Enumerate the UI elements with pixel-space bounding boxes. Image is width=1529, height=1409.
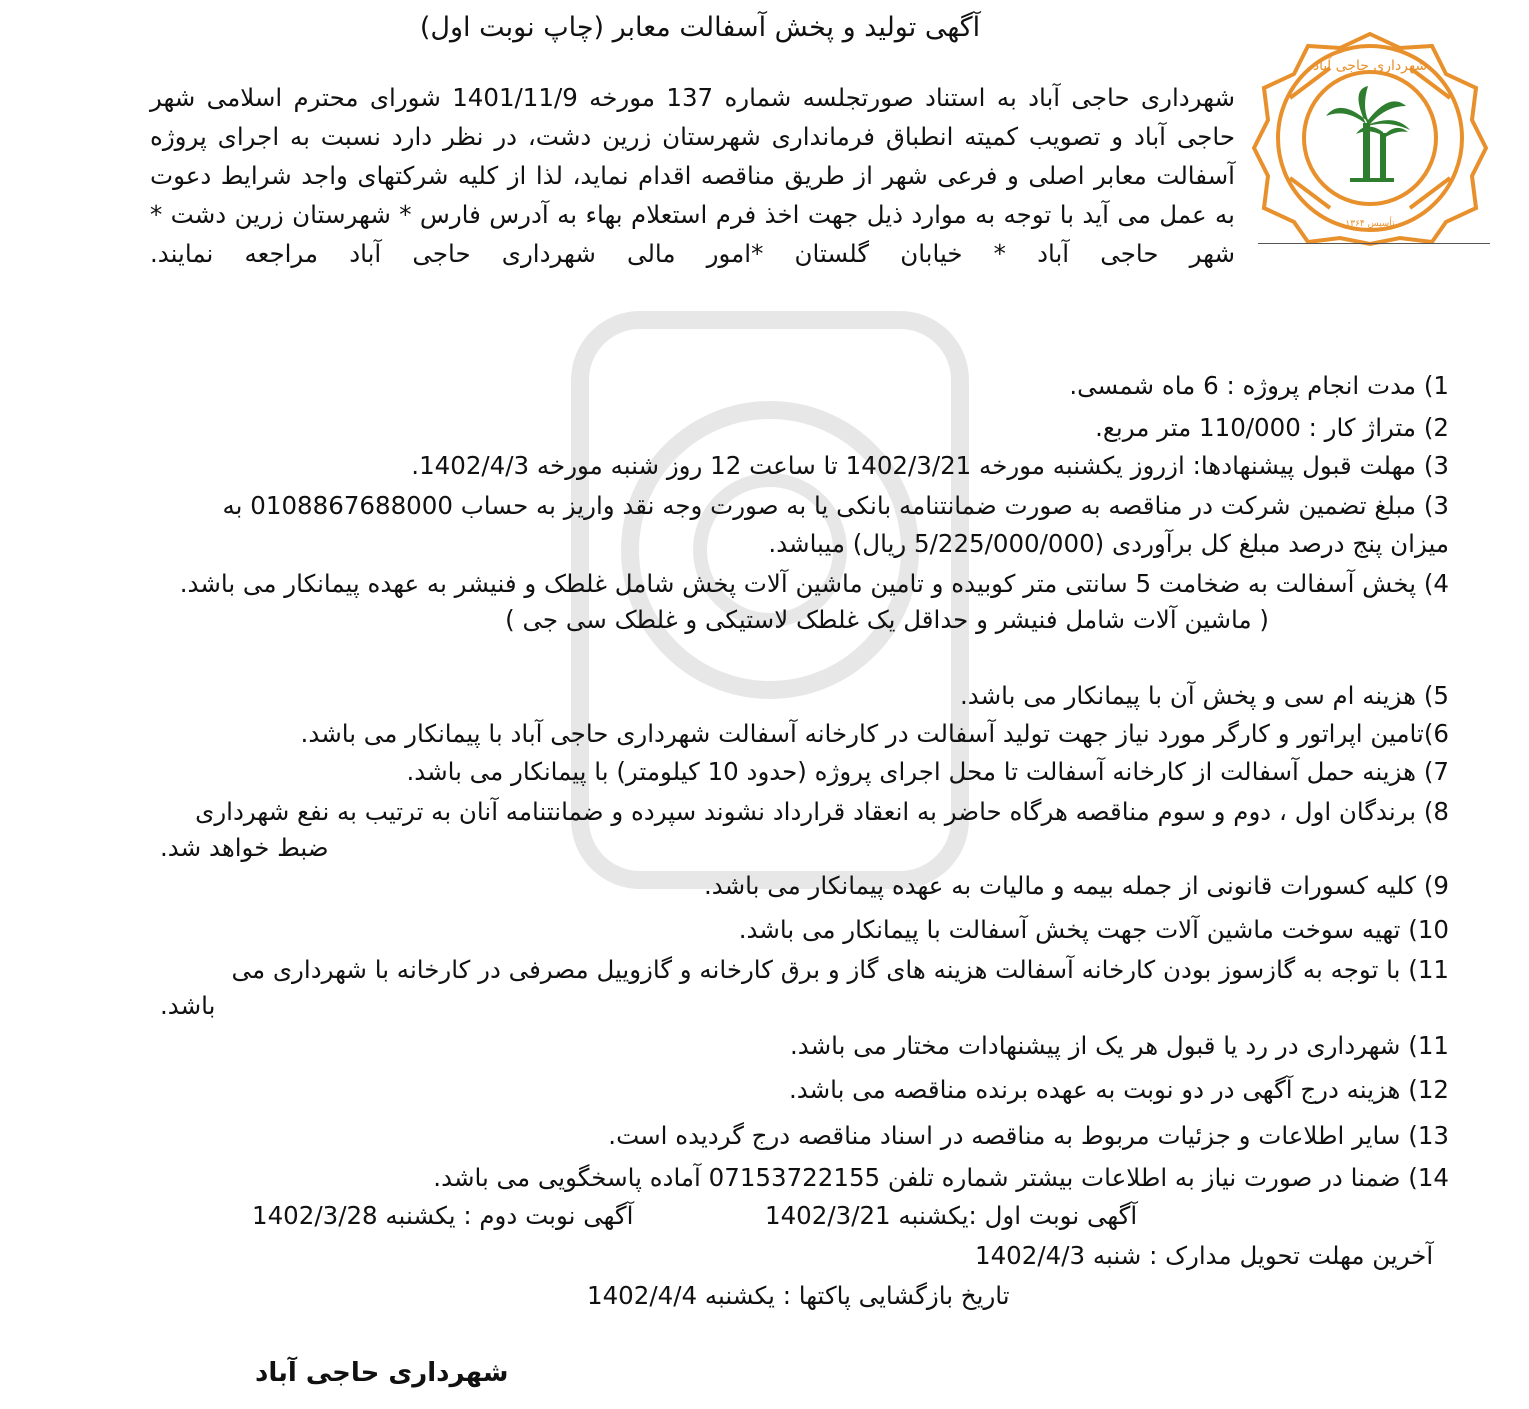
schedule-opening: تاریخ بازگشایی پاکتها : یکشنبه 1402/4/4 [587,1281,1010,1310]
list-item: 11) شهرداری در رد یا قبول هر یک از پیشنهادات مختار می باشد. [789,1031,1449,1060]
intro-line: حاجی آباد و تصویب کمیته انطباق فرمانداری شهرستان زرین دشت، در نظر دارد نسبت به اجرای پروژه [150,122,1235,151]
schedule-first-notice: آگهی نوبت اول :یکشنبه 1402/3/21 [765,1201,1138,1230]
intro-line: آسفالت معابر اصلی و فرعی شهر از طریق مناقصه اقدام نماید، لذا از کلیه شرکتهای واجد شرایط دعوت [150,161,1235,190]
list-item: 13) سایر اطلاعات و جزئیات مربوط به مناقصه در اسناد مناقصه درج گردیده است. [608,1121,1449,1150]
palm-tree-icon [1326,86,1410,182]
list-item: 8) برندگان اول ، دوم و سوم مناقصه هرگاه حاضر به انعقاد قرارداد نشوند سپرده و ضمانتنامه آنان به ترتیب به نفع شهرداری [195,797,1449,826]
list-item: 5) هزینه ام سی و پخش آن با پیمانکار می باشد. [959,681,1449,710]
list-item: 1) مدت انجام پروژه : 6 ماه شمسی. [1069,371,1449,400]
schedule-deadline: آخرین مهلت تحویل مدارک : شنبه 1402/4/3 [975,1241,1434,1270]
list-item: میزان پنج درصد مبلغ کل برآوردی (5/225/000/000 ریال) میباشد. [768,529,1449,558]
logo-ring-text: شهرداری حاجی آباد [1312,58,1428,74]
notice-title: آگهی تولید و پخش آسفالت معابر (چاپ نوبت اول) [419,12,981,43]
list-item-continued: ضبط خواهد شد. [160,833,329,862]
list-item: 3) مبلغ تضمین شرکت در مناقصه به صورت ضمانتنامه بانکی یا به صورت وجه نقد واریز به حساب 0108867688000 به [222,491,1449,520]
list-item: 4) پخش آسفالت به ضخامت 5 سانتی متر کوبیده و تامین ماشین آلات پخش شامل غلطک و فنیشر به عهده پیمانکار می باشد. [179,569,1449,598]
list-item: 11) با توجه به گازسوز بودن کارخانه آسفالت هزینه های گاز و برق کارخانه و گازوییل مصرفی در کارخانه با شهرداری می [231,955,1449,984]
list-item: 12) هزینه درج آگهی در دو نوبت به عهده برنده مناقصه می باشد. [788,1075,1449,1104]
list-item: 2) متراژ کار : 110/000 متر مربع. [1095,413,1449,442]
list-item: 7) هزینه حمل آسفالت از کارخانه آسفالت تا محل اجرای پروژه (حدود 10 کیلومتر) با پیمانکار می باشد. [406,757,1449,786]
intro-line: به عمل می آید با توجه به موارد ذیل جهت اخذ فرم استعلام بهاء به آدرس فارس * شهرستان زرین دشت * [150,200,1235,229]
municipality-logo [1250,28,1490,248]
logo-est-text: تأسیس ۱۳۶۴ [1345,219,1395,229]
signature-org: شهرداری حاجی آباد [255,1358,509,1388]
list-item: 9) کلیه کسورات قانونی از جمله بیمه و مالیات به عهده پیمانکار می باشد. [703,871,1449,900]
list-item-continued: باشد. [160,991,216,1020]
schedule-second-notice: آگهی نوبت دوم : یکشنبه 1402/3/28 [252,1201,634,1230]
list-item: 3) مهلت قبول پیشنهادها: ازروز یکشنبه مورخه 1402/3/21 تا ساعت 12 روز شنبه مورخه 1402/4/3. [411,451,1449,480]
intro-paragraph [150,78,1235,273]
intro-line: شهر حاجی آباد * خیابان گلستان *امور مالی شهرداری حاجی آباد مراجعه نمایند. [150,239,1235,268]
list-item: 6)تامین اپراتور و کارگر مورد نیاز جهت تولید آسفالت در کارخانه آسفالت شهرداری حاجی آباد با پیمانکار می باشد. [300,719,1449,748]
list-item: 10) تهیه سوخت ماشین آلات جهت پخش آسفالت با پیمانکار می باشد. [738,915,1449,944]
logo-divider [1258,243,1490,244]
list-item-note: ( ماشین آلات شامل فنیشر و حداقل یک غلطک لاستیکی و غلطک سی جی ) [505,605,1269,634]
intro-line: شهرداری حاجی آباد به استناد صورتجلسه شماره 137 مورخه 1401/11/9 شورای محترم اسلامی شهر [150,83,1236,112]
list-item: 14) ضمنا در صورت نیاز به اطلاعات بیشتر شماره تلفن 07153722155 آماده پاسخگویی می باشد. [433,1163,1449,1192]
